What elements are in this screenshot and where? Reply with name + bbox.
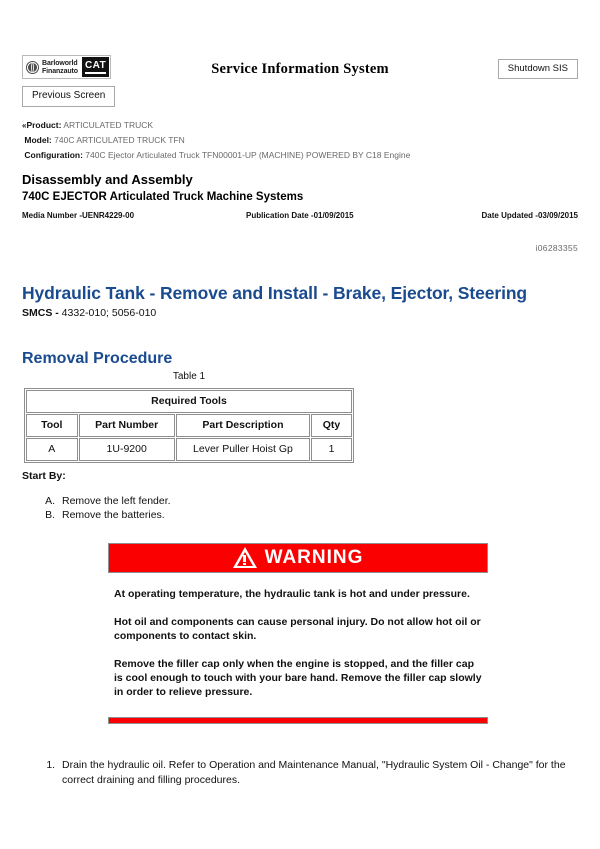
meta-row-configuration: [22, 148, 410, 163]
meta-model-value: 740C ARTICULATED TRUCK TFN: [54, 135, 185, 145]
exclamation-mark-icon: [243, 555, 245, 562]
list-item: B. Remove the batteries.: [58, 508, 171, 522]
meta-row-product: [22, 118, 410, 133]
list-item: 1. Drain the hydraulic oil. Refer to Operation and Maintenance Manual, "Hydraulic System Oil - Change" for the correct draining and filling procedures.: [58, 758, 578, 787]
cat-logo-text: CAT: [85, 60, 106, 74]
publication-date: Publication Date -01/09/2015: [246, 211, 354, 220]
meta-lead-mark: «: [22, 121, 27, 130]
table-title: Required Tools: [26, 390, 352, 413]
list-item: A. Remove the left fender.: [58, 494, 171, 508]
table-header-row: [26, 414, 352, 437]
media-number: Media Number -UENR4229-00: [22, 211, 135, 220]
meta-product-value: ARTICULATED TRUCK: [63, 120, 154, 130]
meta-model-label: Model:: [24, 135, 52, 145]
table-caption: Table 1: [172, 371, 206, 382]
meta-product-label: Product:: [26, 120, 62, 130]
meta-configuration-label: Configuration:: [24, 150, 83, 160]
required-tools-table: [24, 388, 354, 463]
table-header-qty: Qty: [311, 414, 352, 437]
previous-screen-button[interactable]: Previous Screen: [22, 86, 115, 107]
warning-paragraph: At operating temperature, the hydraulic tank is hot and under pressure.: [114, 588, 470, 600]
cell-part-description: Lever Puller Hoist Gp: [176, 438, 310, 461]
smcs-value: 4332-010; 5056-010: [61, 307, 157, 319]
cell-qty: 1: [311, 438, 352, 461]
machine-meta: [22, 118, 410, 163]
section-title-removal-procedure: Removal Procedure: [22, 350, 173, 368]
app-title: Service Information System: [211, 61, 389, 77]
table-header-tool: Tool: [26, 414, 78, 437]
warning-paragraph: Remove the filler cap only when the engine is stopped, and the filler cap is cool enough to touch with your bare hand. Remove the filler cap slowly in order to relieve pressure.: [114, 658, 482, 698]
start-by-list: [34, 494, 171, 522]
warning-box: [108, 543, 488, 724]
cell-part-number: 1U-9200: [79, 438, 175, 461]
warning-label: WARNING: [264, 547, 364, 568]
table-header-part-number: Part Number: [79, 414, 175, 437]
procedure-steps-list: [34, 758, 578, 787]
cell-tool: A: [26, 438, 78, 461]
shutdown-sis-button[interactable]: Shutdown SIS: [498, 59, 578, 79]
document-header: [22, 171, 578, 223]
smcs-line: [22, 306, 156, 320]
table-row: [26, 438, 352, 461]
table-title-row: [26, 390, 352, 413]
logo-brand-line2: Finanzauto: [42, 67, 78, 75]
start-by-label: Start By:: [22, 470, 66, 482]
date-updated: Date Updated -03/09/2015: [481, 211, 578, 220]
document-heading-secondary: 740C EJECTOR Articulated Truck Machine Systems: [22, 191, 304, 203]
meta-configuration-value: 740C Ejector Articulated Truck TFN00001-UP (MACHINE) POWERED BY C18 Engine: [85, 150, 411, 160]
meta-row-model: [22, 133, 410, 148]
warning-banner: [108, 543, 488, 573]
smcs-label: SMCS -: [22, 307, 59, 319]
page-header: [22, 0, 578, 110]
document-heading-primary: Disassembly and Assembly: [22, 172, 193, 187]
warning-paragraph: Hot oil and components can cause personal injury. Do not allow hot oil or components to contact skin.: [114, 616, 481, 642]
page-title: Hydraulic Tank - Remove and Install - Brake, Ejector, Steering: [22, 282, 528, 303]
warning-triangle-icon: [233, 547, 257, 568]
logo-brand-line1: Barloworld: [42, 59, 78, 67]
document-reference-id: i06283355: [535, 243, 578, 253]
warning-text: [108, 573, 488, 699]
warning-footer-bar: [108, 717, 488, 724]
document-info-line: [22, 211, 578, 223]
table-header-part-description: Part Description: [176, 414, 310, 437]
